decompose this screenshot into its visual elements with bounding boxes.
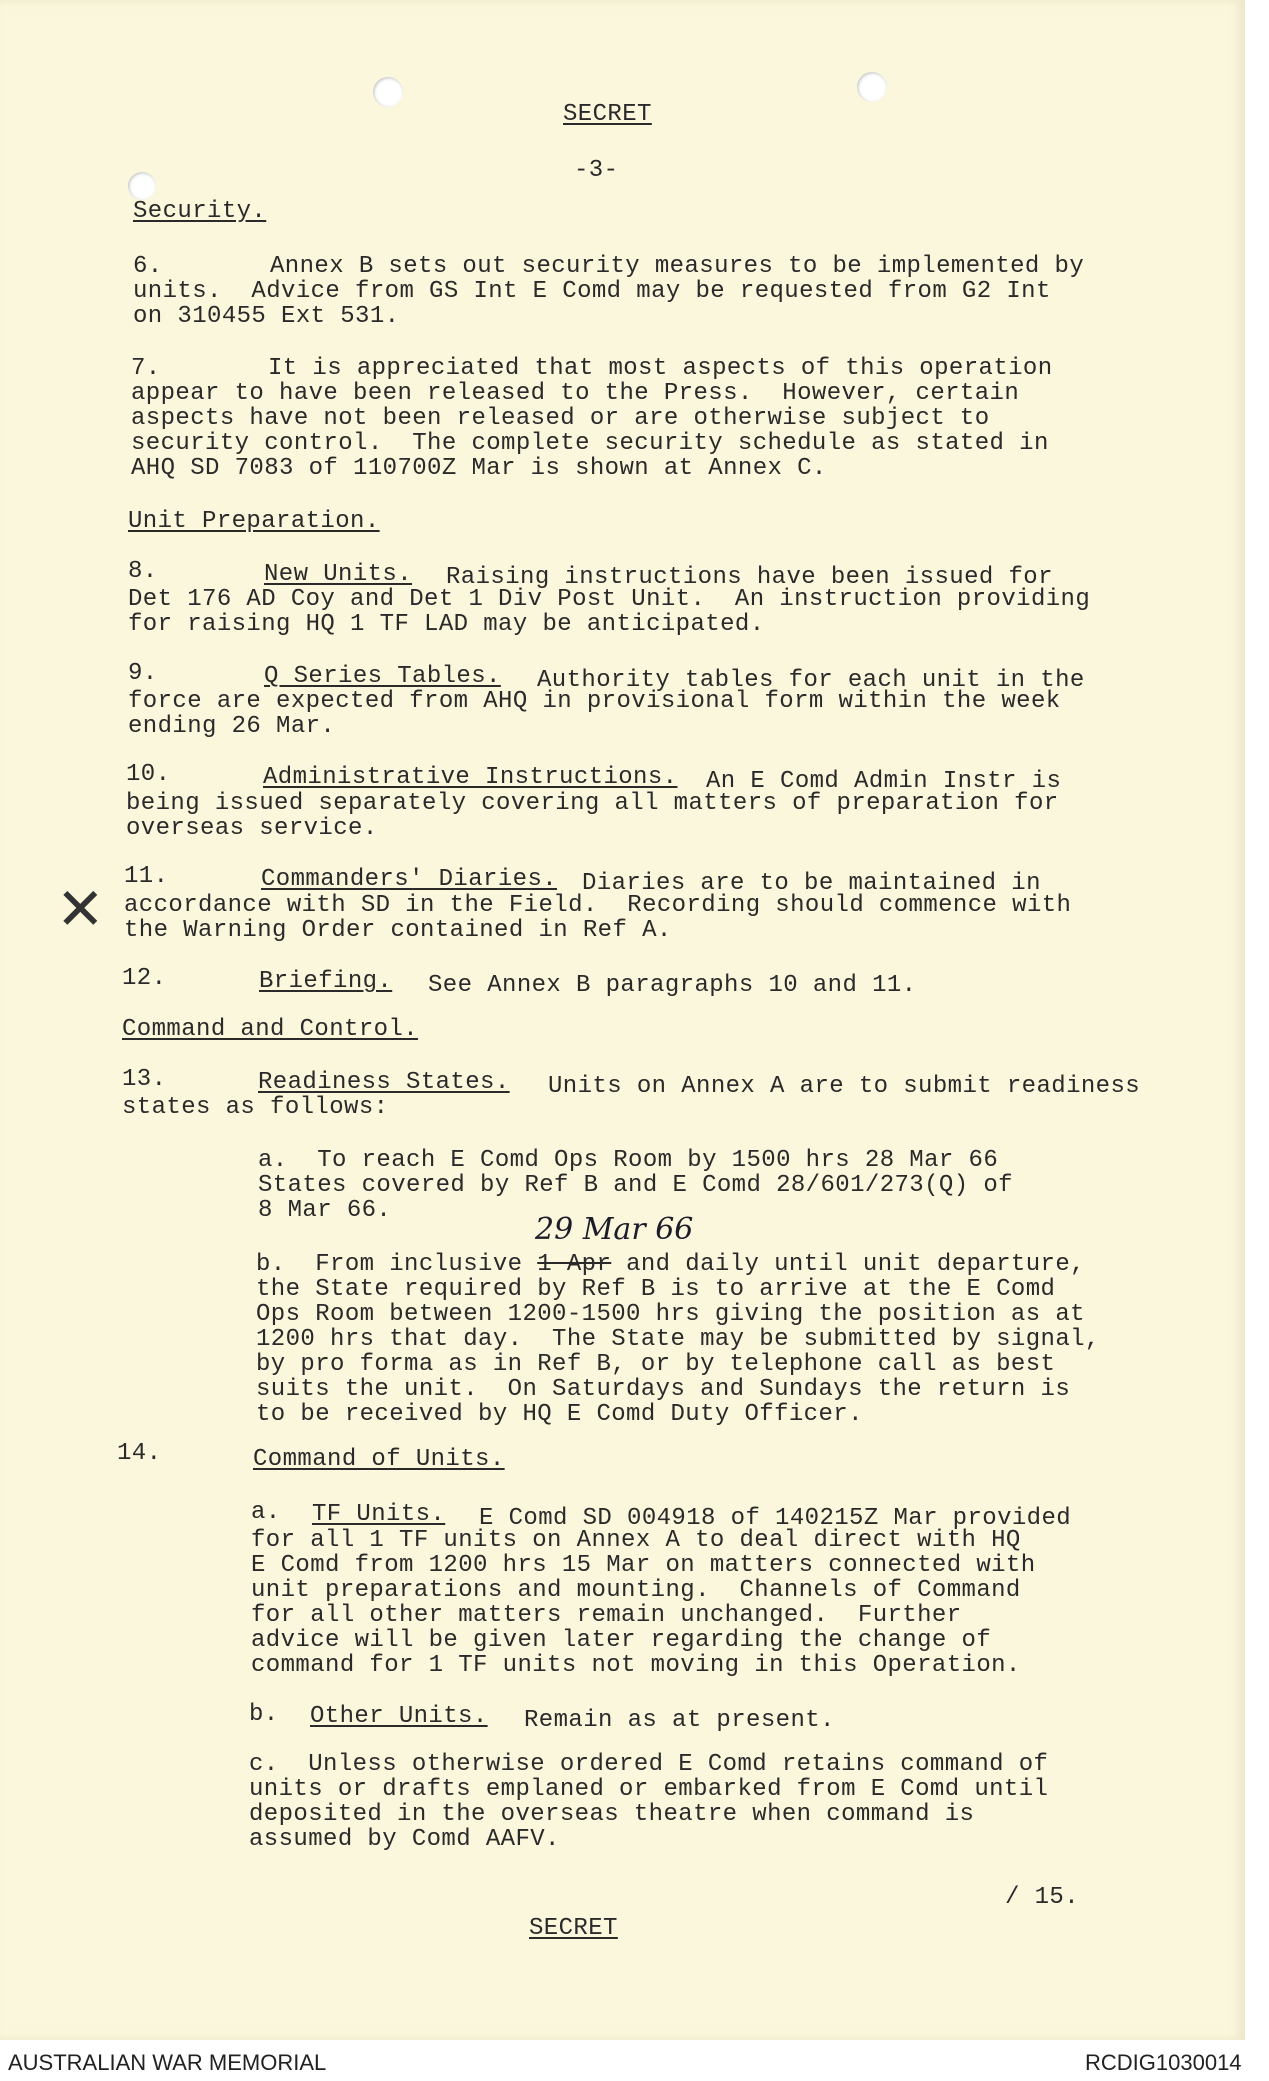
para-13b-line: 1200 hrs that day. The State may be submitted by signal, [256,1326,1100,1353]
para-8-number: 8. [128,558,158,585]
footer-institution: AUSTRALIAN WAR MEMORIAL [8,2050,327,2075]
para-10-line: being issued separately covering all matters of preparation for [126,790,1059,817]
para-11-title: Commanders' Diaries. [261,866,558,893]
para-7-line: It is appreciated that most aspects of this operation [268,355,1053,382]
section-heading-command-control: Command and Control. [122,1016,419,1043]
para-14a-line: for all other matters remain unchanged. Further [251,1602,962,1629]
para-13b-line: Ops Room between 1200-1500 hrs giving the position as at [256,1301,1085,1328]
para-9-number: 9. [128,660,158,687]
para-13b-line: the State required by Ref B is to arrive at the E Comd [256,1276,1056,1303]
para-14a-line: for all 1 TF units on Annex A to deal direct with HQ [251,1527,1021,1554]
classification-bottom: SECRET [529,1915,618,1942]
para-7-line: appear to have been released to the Press. However, certain [131,380,1020,407]
para-9-line: force are expected from AHQ in provisional form within the week [128,688,1061,715]
para-13b-line [256,1252,1085,1278]
para-14a-title: TF Units. [312,1501,446,1528]
classification-top: SECRET [563,101,652,128]
punch-hole [857,72,887,102]
para-11-line: Diaries are to be maintained in [582,870,1041,897]
punch-hole [128,172,156,200]
para-11-number: 11. [124,863,169,890]
para-14a-line: unit preparations and mounting. Channels of Command [251,1577,1021,1604]
para-14a-label: a. [251,1499,281,1526]
section-heading-security: Security. [133,198,267,225]
para-14a-line: E Comd SD 004918 of 140215Z Mar provided [479,1505,1072,1532]
para-6-line: Annex B sets out security measures to be implemented by [270,253,1085,280]
para-13-line: states as follows: [122,1094,389,1121]
para-13-number: 13. [122,1066,167,1093]
para-14c-line: c. Unless otherwise ordered E Comd retains command of [249,1751,1049,1778]
para-13a-line: 8 Mar 66. [258,1197,392,1224]
para-13b-prefix: b. From inclusive [256,1251,538,1278]
handwritten-date-amendment: 29 Mar 66 [535,1212,694,1247]
para-13b-line: suits the unit. On Saturdays and Sundays the return is [256,1376,1071,1403]
para-8-title: New Units. [264,561,413,588]
para-7-line: AHQ SD 7083 of 110700Z Mar is shown at Annex C. [131,455,827,482]
para-14b-line: Remain as at present. [524,1707,835,1734]
para-14a-line: E Comd from 1200 hrs 15 Mar on matters connected with [251,1552,1036,1579]
punch-hole [373,77,403,107]
para-9-title: Q Series Tables. [264,663,501,690]
struck-date: 1 Apr [537,1251,612,1278]
para-11-line: accordance with SD in the Field. Recording should commence with [124,892,1072,919]
para-14b-label: b. [249,1701,279,1728]
para-13b-line: to be received by HQ E Comd Duty Officer. [256,1401,863,1428]
handwritten-x-mark: ✕ [56,875,105,943]
para-12-line: See Annex B paragraphs 10 and 11. [428,972,917,999]
para-13-title: Readiness States. [258,1069,510,1096]
para-7-line: aspects have not been released or are otherwise subject to [131,405,990,432]
para-6-line: units. Advice from GS Int E Comd may be requested from G2 Int [133,278,1051,305]
para-7-number: 7. [131,355,161,382]
para-14c-line: deposited in the overseas theatre when command is [249,1801,975,1828]
para-13a-line: a. To reach E Comd Ops Room by 1500 hrs 28 Mar 66 [258,1147,999,1174]
para-8-line: Raising instructions have been issued for [446,564,1053,591]
para-10-number: 10. [126,761,171,788]
para-11-line: the Warning Order contained in Ref A. [124,917,672,944]
para-13a-line: States covered by Ref B and E Comd 28/601/273(Q) of [258,1172,1013,1199]
para-14-title: Command of Units. [253,1446,505,1473]
footer-record-id: RCDIG1030014 [1085,2050,1242,2075]
para-8-line: Det 176 AD Coy and Det 1 Div Post Unit. An instruction providing [128,586,1091,613]
section-heading-unit-preparation: Unit Preparation. [128,508,380,535]
para-14a-line: advice will be given later regarding the change of [251,1627,992,1654]
para-9-line: ending 26 Mar. [128,713,336,740]
para-14b-title: Other Units. [310,1703,488,1730]
para-7-line: security control. The complete security schedule as stated in [131,430,1049,457]
para-12-number: 12. [122,965,167,992]
para-14c-line: units or drafts emplaned or embarked from E Comd until [249,1776,1049,1803]
para-12-title: Briefing. [259,968,393,995]
para-13-line: Units on Annex A are to submit readiness [548,1073,1141,1100]
para-10-title: Administrative Instructions. [263,764,678,791]
para-13b-line: by pro forma as in Ref B, or by telephone call as best [256,1351,1056,1378]
para-9-line: Authority tables for each unit in the [537,667,1085,694]
para-10-line: overseas service. [126,815,378,842]
para-14a-line: command for 1 TF units not moving in this Operation. [251,1652,1021,1679]
para-13b-suffix: and daily until unit departure, [611,1251,1085,1278]
para-14-number: 14. [117,1440,162,1467]
para-14c-line: assumed by Comd AAFV. [249,1826,560,1853]
page-number: -3- [574,157,619,184]
para-10-line: An E Comd Admin Instr is [706,768,1062,795]
para-6-number: 6. [133,253,163,280]
para-6-line: on 310455 Ext 531. [133,303,400,330]
para-8-line: for raising HQ 1 TF LAD may be anticipated. [128,611,765,638]
continuation-marker: / 15. [1005,1884,1080,1911]
